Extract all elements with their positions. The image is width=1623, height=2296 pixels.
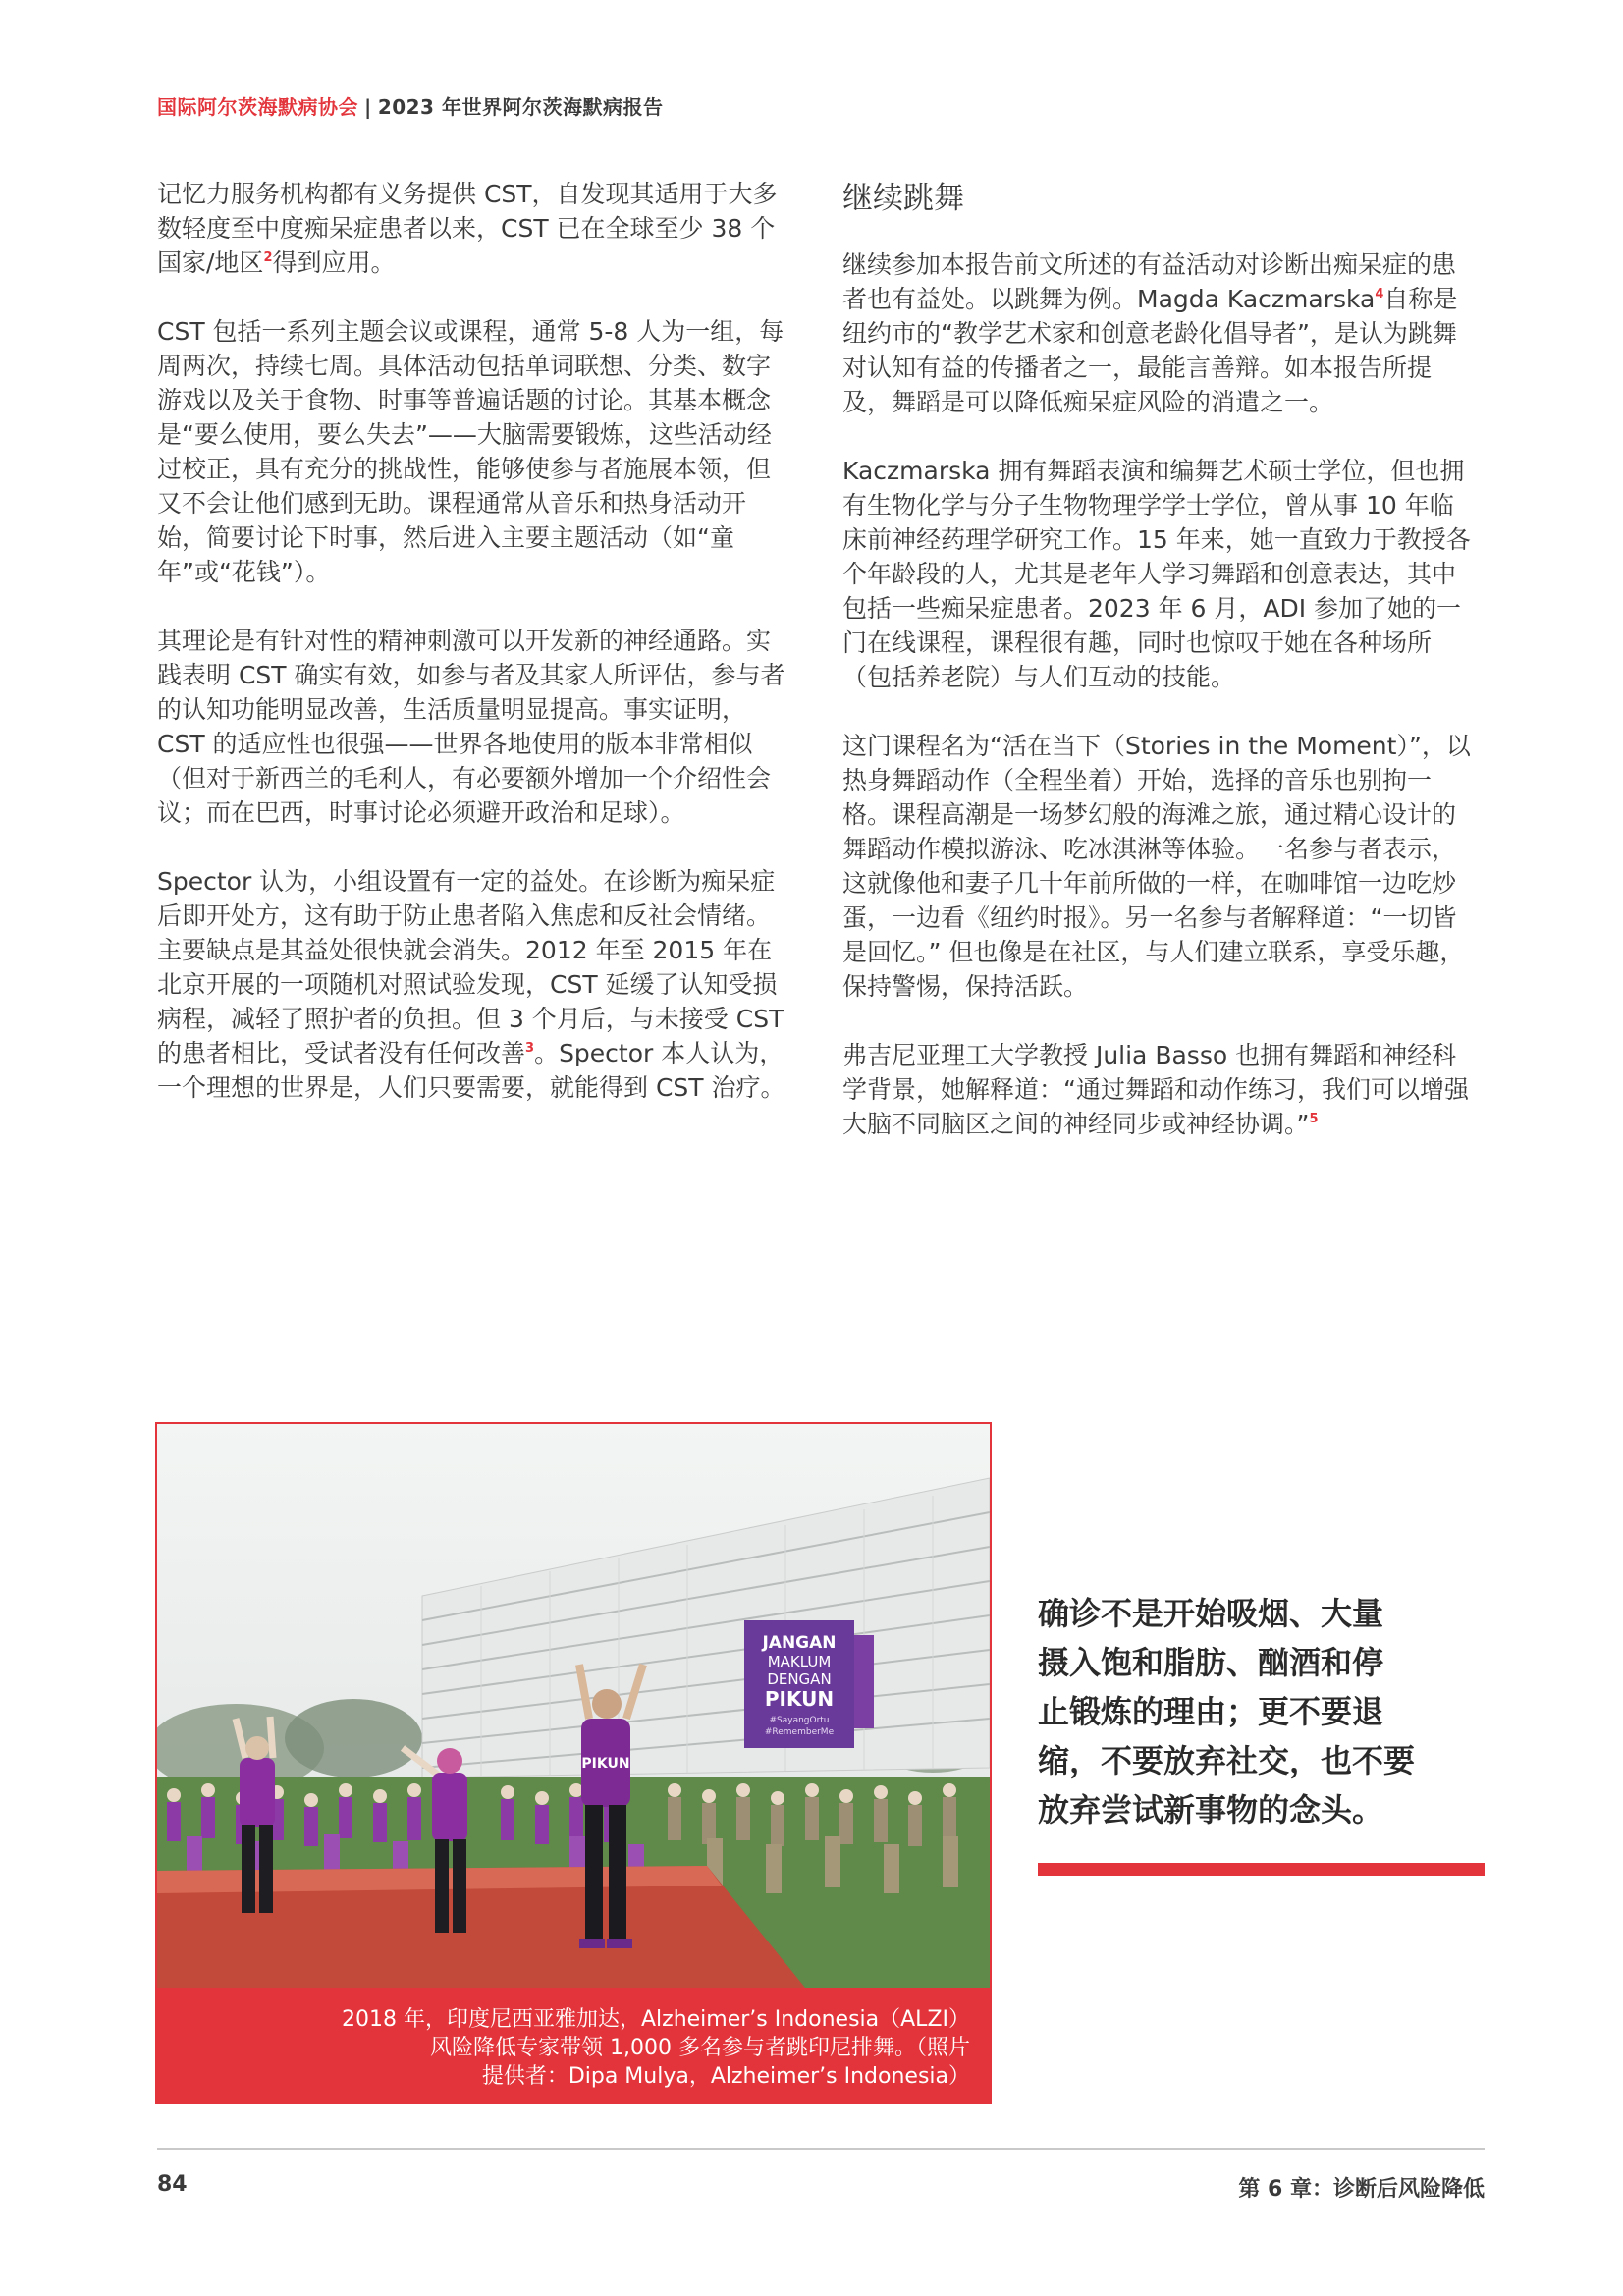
caption-line: 提供者：Dipa Mulya，Alzheimer’s Indonesia）	[481, 2064, 970, 2089]
page-number: 84	[157, 2172, 188, 2197]
banner-text: DENGAN	[767, 1670, 832, 1688]
header-separator: |	[364, 95, 372, 119]
paragraph: 记忆力服务机构都有义务提供 CST，自发现其适用于大多数轻度至中度痴呆症患者以来，CST 已在全球至少 38 个国家/地区$^2$得到应用。	[157, 180, 778, 277]
photo-caption	[157, 1988, 990, 2102]
right-column	[842, 177, 1476, 1141]
dance-event-photo	[157, 1424, 990, 1988]
pull-quote-line: 缩，不要放弃社交，也不要	[1038, 1742, 1416, 1779]
section-title: 继续跳舞	[842, 181, 964, 216]
pull-quote-line: 确诊不是开始吸烟、大量	[1038, 1595, 1384, 1632]
paragraph: Spector 认为，小组设置有一定的益处。在诊断为痴呆症后即开处方，这有助于防止患者陷入焦虑和反社会情绪。主要缺点是其益处很快就会消失。2012 年至 2015 年在北京开展的一项随机对照试验发现，CST 延缓了认知受损病程，减轻了照护者的负担。但 3 个月后，与未接受 CST 的患者相比，受试者没有任何改善$^3$。Spector 本人认为，一个理想的世界是，人们只要需要，就能得到 CST 治疗。	[157, 867, 785, 1102]
banner-text: MAKLUM	[767, 1653, 832, 1670]
pull-quote-line: 止锻炼的理由；更不要退	[1038, 1693, 1384, 1730]
running-header	[157, 91, 663, 120]
footnote-ref[interactable]: 4	[1375, 287, 1384, 301]
pull-quote-accent-bar	[1038, 1863, 1485, 1876]
paragraph: Kaczmarska 拥有舞蹈表演和编舞艺术硕士学位，但也拥有生物化学与分子生物物理学学士学位，曾从事 10 年临床前神经药理学研究工作。15 年来，她一直致力于教授各个年龄段的人，尤其是老年人学习舞蹈和创意表达，其中包括一些痴呆症患者。2023 年 6 月，ADI 参加了她的一门在线课程，课程很有趣，同时也惊叹于她在各种场所（包括养老院）与人们互动的技能。	[842, 457, 1471, 691]
paragraph: 这门课程名为“活在当下（Stories in the Moment）”，以热身舞蹈动作（全程坐着）开始，选择的音乐也别拘一格。课程高潮是一场梦幻般的海滩之旅，通过精心设计的舞蹈动作模拟游泳、吃冰淇淋等体验。一名参与者表示，这就像他和妻子几十年前所做的一样，在咖啡馆一边吃炒蛋，一边看《纽约时报》。另一名参与者解释道：“一切皆是回忆。” 但也像是在社区，与人们建立联系，享受乐趣，保持警惕，保持活跃。	[842, 732, 1471, 1001]
footnote-ref[interactable]: 5	[1309, 1112, 1319, 1126]
left-column	[157, 177, 790, 1105]
photo-figure	[155, 1422, 992, 2104]
paragraph: 其理论是有针对性的精神刺激可以开发新的神经通路。实践表明 CST 确实有效，如参与者及其家人所评估，参与者的认知功能明显改善，生活质量明显提高。事实证明，CST 的适应性也很强——世界各地使用的版本非常相似（但对于新西兰的毛利人，有必要额外增加一个介绍性会议；而在巴西，时事讨论必须避开政治和足球）。	[157, 627, 785, 827]
shirt-text: PIKUN	[581, 1756, 630, 1772]
paragraph: 继续参加本报告前文所述的有益活动对诊断出痴呆症的患者也有益处。以跳舞为例。Magda Kaczmarska$^4$自称是纽约市的“教学艺术家和创意老龄化倡导者”，是认为跳舞对认知有益的传播者之一，最能言善辩。如本报告所提及，舞蹈是可以降低痴呆症风险的消遣之一。	[842, 250, 1458, 416]
paragraph: 弗吉尼亚理工大学教授 Julia Basso 也拥有舞蹈和神经科学背景，她解释道：“通过舞蹈和动作练习，我们可以增强大脑不同脑区之间的神经同步或神经协调。”$^5$	[842, 1041, 1469, 1138]
banner-text: #RememberMe	[764, 1727, 835, 1737]
footnote-ref[interactable]: 2	[263, 250, 273, 265]
chapter-title: 第 6 章：诊断后风险降低	[1238, 2177, 1485, 2202]
footnote-ref[interactable]: 3	[525, 1041, 535, 1056]
footer-divider	[157, 2148, 1485, 2150]
header-report-title: 2023 年世界阿尔茨海默病报告	[377, 95, 664, 119]
banner-text: JANGAN	[762, 1633, 837, 1653]
banner-text: #SayangOrtu	[769, 1716, 830, 1725]
caption-line: 2018 年，印度尼西亚雅加达，Alzheimer’s Indonesia（ALZI）	[342, 2007, 970, 2032]
pull-quote-line: 摄入饱和脂肪、酗酒和停	[1038, 1644, 1384, 1681]
banner-text: PIKUN	[764, 1687, 835, 1711]
header-org: 国际阿尔茨海默病协会	[157, 95, 358, 119]
photo-illustration	[157, 1424, 990, 1988]
pull-quote	[1038, 1589, 1489, 1834]
caption-line: 风险降低专家带领 1,000 多名参与者跳印尼排舞。（照片	[430, 2036, 970, 2060]
pull-quote-line: 放弃尝试新事物的念头。	[1038, 1791, 1384, 1829]
paragraph: CST 包括一系列主题会议或课程，通常 5-8 人为一组，每周两次，持续七周。具体活动包括单词联想、分类、数字游戏以及关于食物、时事等普遍话题的讨论。其基本概念是“要么使用，要么失去”——大脑需要锻炼，这些活动经过校正，具有充分的挑战性，能够使参与者施展本领，但又不会让他们感到无助。课程通常从音乐和热身活动开始，简要讨论下时事，然后进入主要主题活动（如“童年”或“花钱”）。	[157, 317, 784, 586]
